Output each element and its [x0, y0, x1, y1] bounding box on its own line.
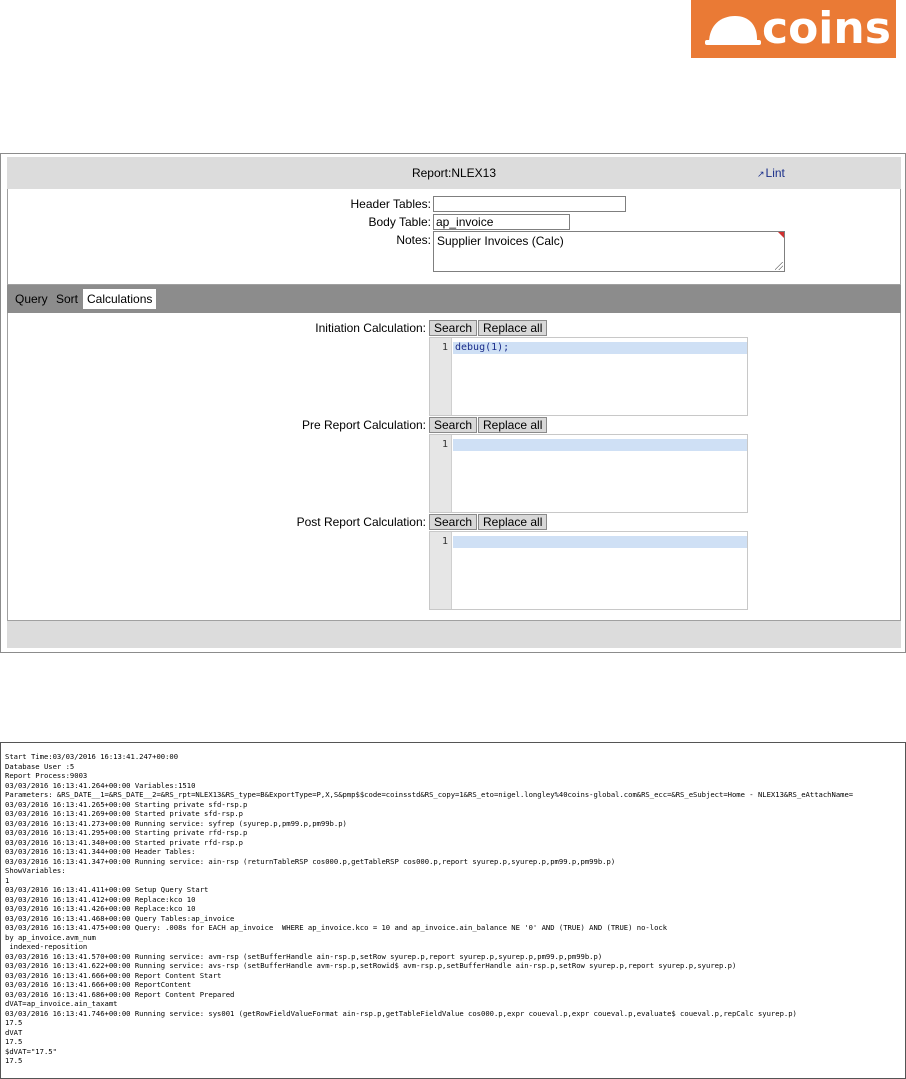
- log-line: 03/03/2016 16:13:41.347+00:00 Running service: ain-rsp (returnTableRSP cos000.p,getTableRSP cos000.p,report syurep.p,syurep.p,pm99.p,pm99b.p): [5, 856, 616, 866]
- post-report-search-button[interactable]: Search: [429, 514, 477, 530]
- line-number: 1: [441, 439, 448, 450]
- log-line: Start Time:03/03/2016 16:13:41.247+00:00: [5, 752, 179, 761]
- hard-hat-icon: [705, 13, 761, 47]
- calculations-panel: [7, 313, 901, 621]
- report-log: [0, 742, 906, 1079]
- coins-logo: [691, 0, 896, 58]
- notes-textarea[interactable]: [433, 231, 785, 272]
- comment-marker-icon: [778, 232, 784, 238]
- log-line: ShowVariables:: [5, 866, 66, 875]
- log-line: 1: [5, 875, 10, 885]
- report-header-form: [7, 189, 901, 285]
- lint-link[interactable]: [757, 157, 785, 189]
- logo-text: coins: [762, 3, 891, 54]
- line-number: 1: [441, 342, 448, 353]
- lint-label: Lint: [765, 166, 785, 180]
- report-footer-bar: [7, 621, 901, 648]
- post-report-calc-label: Post Report Calculation:: [296, 515, 426, 529]
- active-line-highlight: [453, 536, 747, 548]
- log-line: 03/03/2016 16:13:41.468+00:00 Query Tables:ap_invoice: [5, 913, 235, 923]
- notes-value: Supplier Invoices (Calc): [437, 234, 564, 248]
- header-tables-input[interactable]: [433, 196, 626, 212]
- log-line: 17.5: [5, 1018, 23, 1027]
- log-line: 03/03/2016 16:13:41.273+00:00 Running service: syfrep (syurep.p,pm99.p,pm99b.p): [5, 818, 347, 828]
- body-table-label: Body Table:: [368, 215, 431, 229]
- post-report-replace-all-button[interactable]: Replace all: [478, 514, 547, 530]
- log-line: Report Process:9003: [5, 771, 88, 780]
- log-lines: [1, 743, 905, 1066]
- log-line: dVAT=ap_invoice.ain_taxamt: [5, 999, 118, 1008]
- external-link-icon: ↗: [757, 169, 765, 179]
- log-line: 03/03/2016 16:13:41.295+00:00 Starting private rfd-rsp.p: [5, 828, 248, 837]
- log-line: 03/03/2016 16:13:41.666+00:00 ReportContent: [5, 980, 192, 989]
- log-line: 03/03/2016 16:13:41.269+00:00 Started private sfd-rsp.p: [5, 809, 243, 818]
- header-tables-label: Header Tables:: [350, 197, 431, 211]
- initiation-code-editor[interactable]: [429, 337, 748, 416]
- log-line: 03/03/2016 16:13:41.265+00:00 Starting private sfd-rsp.p: [5, 799, 248, 809]
- initiation-search-button[interactable]: Search: [429, 320, 477, 336]
- log-line: 03/03/2016 16:13:41.344+00:00 Header Tables:: [5, 847, 196, 856]
- pre-report-replace-all-button[interactable]: Replace all: [478, 417, 547, 433]
- log-line: Parameters: &RS_DATE__1=&RS_DATE__2=&RS_rpt=NLEX13&RS_type=B&ExportType=P,X,S&pmp$$code=coinsstd&RS_copy=1&RS_eto=nigel.longley%40coins-global.com&RS_ecc=&RS_eSubject=Home - NLEX13&RS_eAttachName=: [5, 790, 854, 799]
- log-line: dVAT: [5, 1027, 23, 1037]
- log-line: indexed-reposition: [5, 942, 88, 951]
- log-line: 03/03/2016 16:13:41.411+00:00 Setup Query Start: [5, 885, 209, 894]
- pre-report-code-editor[interactable]: [429, 434, 748, 513]
- log-line: 03/03/2016 16:13:41.666+00:00 Report Content Start: [5, 970, 222, 980]
- code-text: debug(1);: [455, 342, 510, 353]
- log-line: 03/03/2016 16:13:41.746+00:00 Running service: sys001 (getRowFieldValueFormat ain-rsp.p,getTableFieldValue cos000.p,expr coueval.p,expr coueval.p,evaluate$ coueval.p,repCalc syurep.p): [5, 1008, 797, 1018]
- tab-bar: [7, 285, 901, 313]
- log-line: 03/03/2016 16:13:41.426+00:00 Replace:kco 10: [5, 904, 196, 913]
- log-line: 03/03/2016 16:13:41.622+00:00 Running service: avs-rsp (setBufferHandle avm-rsp.p,setRowid$ avm-rsp.p,setBufferHandle ain-rsp.p,setRow syurep.p,report syurep.p,syurep.p): [5, 961, 737, 970]
- report-title-bar: [7, 157, 901, 189]
- log-line: 03/03/2016 16:13:41.570+00:00 Running service: avm-rsp (setBufferHandle ain-rsp.p,setRow syurep.p,report syurep.p,syurep.p,pm99.p,pm99b.p): [5, 951, 603, 961]
- log-line: 03/03/2016 16:13:41.686+00:00 Report Content Prepared: [5, 989, 235, 999]
- log-line: 03/03/2016 16:13:41.264+00:00 Variables:1510: [5, 780, 196, 790]
- report-panel: [0, 153, 906, 653]
- post-report-code-editor[interactable]: [429, 531, 748, 610]
- line-number: 1: [441, 536, 448, 547]
- tab-calculations[interactable]: Calculations: [83, 289, 156, 309]
- active-line-highlight: [453, 439, 747, 451]
- report-title: Report:NLEX13: [411, 166, 497, 180]
- log-line: by ap_invoice.avm_num: [5, 932, 96, 942]
- tab-sort[interactable]: Sort: [56, 292, 79, 306]
- log-line: $dVAT="17.5": [5, 1046, 57, 1056]
- log-line: Database User :5: [5, 761, 75, 771]
- notes-label: Notes:: [396, 233, 431, 247]
- resize-grip-icon[interactable]: [775, 262, 783, 270]
- log-line: 17.5: [5, 1037, 23, 1046]
- pre-report-calc-label: Pre Report Calculation:: [301, 418, 426, 432]
- initiation-replace-all-button[interactable]: Replace all: [478, 320, 547, 336]
- log-line: 03/03/2016 16:13:41.412+00:00 Replace:kco 10: [5, 894, 196, 904]
- log-line: 17.5: [5, 1056, 23, 1065]
- initiation-calc-label: Initiation Calculation:: [315, 321, 426, 335]
- log-line: 03/03/2016 16:13:41.475+00:00 Query: .008s for EACH ap_invoice WHERE ap_invoice.kco = 10 and ap_invoice.ain_balance NE '0' AND (TRUE) AND (TRUE) no-lock: [5, 923, 668, 932]
- log-line: 03/03/2016 16:13:41.340+00:00 Started private rfd-rsp.p: [5, 837, 243, 847]
- body-table-input[interactable]: [433, 214, 570, 230]
- pre-report-search-button[interactable]: Search: [429, 417, 477, 433]
- tab-query[interactable]: Query: [15, 292, 48, 306]
